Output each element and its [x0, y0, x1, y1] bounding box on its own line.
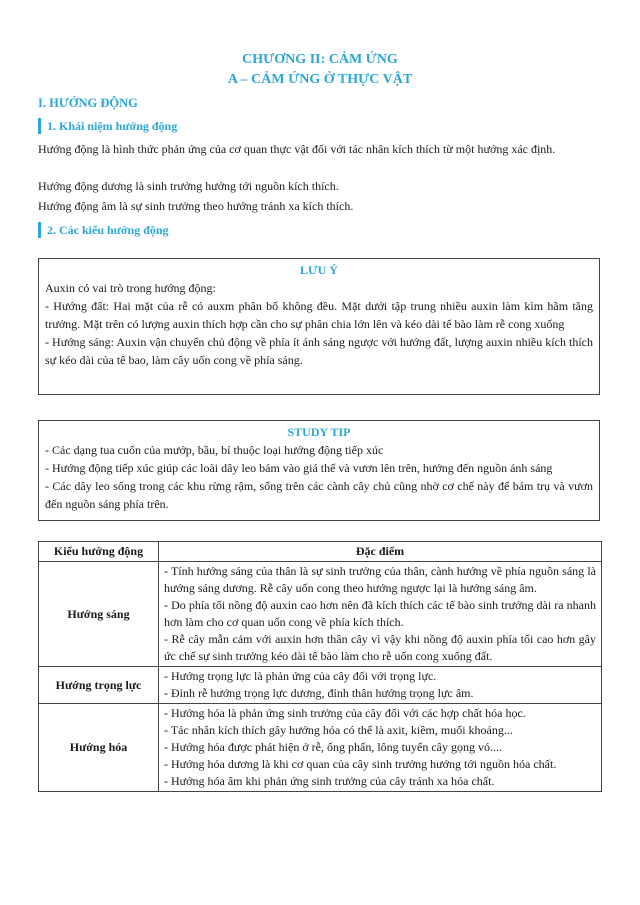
note-line: - Hướng đất: Hai mặt của rễ có auxm phân bố không đều. Mặt dưới tập trung nhiều auxin làm kìm hãm tăng trưởng. Mặt trên có lượng auxin thích hợp cần cho sự phân chia lớn lên và kéo dài tế bào làm rễ cong xuống — [45, 299, 593, 331]
tropism-table — [38, 541, 602, 792]
feature-item: - Hướng hóa được phát hiện ở rễ, ống phấn, lông tuyến cây gọng vó.... — [164, 740, 502, 754]
feature-item: - Hướng hóa dương là khi cơ quan của cây sinh trưởng hướng tới nguồn hóa chất. — [164, 757, 557, 771]
feature-item: - Hướng trọng lực là phản ứng của cây đối với trọng lực. — [164, 669, 437, 683]
header-features: Đặc điểm — [159, 542, 602, 562]
row-type: Hướng trọng lực — [39, 667, 159, 704]
part-title: A – CẢM ỨNG Ở THỰC VẬT — [227, 72, 413, 87]
table-row — [39, 704, 602, 792]
study-tip-line: - Các dây leo sống trong các khu rừng rậm, sống trên các cành cây chủ cũng nhờ cơ chế này để bám trụ và vươn đến nguồn sáng phía trên. — [45, 479, 593, 511]
table-header-row — [39, 542, 602, 562]
study-tip-box — [38, 420, 600, 521]
feature-item: - Do phía tối nồng độ auxin cao hơn nên đã kích thích các tế bào sinh trưởng dài ra nhanh hơn làm cho cơ quan uốn cong về phía kích thích. — [164, 598, 596, 629]
feature-item: - Tác nhân kích thích gây hướng hóa có thể là axit, kiềm, muối khoáng... — [164, 723, 513, 737]
header-type: Kiểu hướng động — [39, 542, 159, 562]
note-title: LƯU Ý — [300, 263, 338, 277]
paragraph-definition: Hướng động là hình thức phản ứng của cơ quan thực vật đối với tác nhân kích thích từ một hướng xác định. — [38, 142, 556, 156]
paragraph-negative: Hướng động âm là sự sinh trưởng theo hướng tránh xa kích thích. — [38, 199, 354, 213]
row-features — [159, 667, 602, 704]
note-box — [38, 258, 600, 395]
study-tip-title: STUDY TIP — [287, 425, 351, 439]
note-line: - Hướng sáng: Auxin vận chuyển chủ động về phía ít ánh sáng ngược với hướng đất, lượng auxin nhiều kích thích sự kéo dài của tế bao, làm cây uốn cong về phía sáng. — [45, 335, 593, 367]
row-features — [159, 562, 602, 667]
subheading-concept: 1. Khái niệm hướng động — [38, 118, 607, 134]
subheading-types: 2. Các kiểu hướng động — [38, 222, 607, 238]
feature-item: - Rễ cây mẫn cảm với auxin hơn thân cây vì vậy khi nồng độ auxin phía tối cao hơn gây ức chế sự sinh trưởng kéo dài tế bào làm cho rễ uốn cong xuống đất. — [164, 632, 596, 663]
section-heading: I. HƯỚNG ĐỘNG — [38, 96, 138, 110]
feature-item: - Đỉnh rễ hướng trọng lực dương, đỉnh thân hướng trọng lực âm. — [164, 686, 474, 700]
paragraph-positive: Hướng động dương là sinh trưởng hướng tới nguồn kích thích. — [38, 179, 339, 193]
study-tip-line: - Hướng động tiếp xúc giúp các loài dây leo bám vào giá thể và vươn lên trên, hướng đến nguồn ánh sáng — [45, 461, 553, 475]
chapter-title: CHƯƠNG II: CẢM ỨNG — [242, 52, 398, 67]
row-type: Hướng sáng — [39, 562, 159, 667]
table-row — [39, 667, 602, 704]
study-tip-line: - Các dạng tua cuốn của mướp, bầu, bí thuộc loại hướng động tiếp xúc — [45, 443, 384, 457]
row-features — [159, 704, 602, 792]
note-line: Auxin có vai trò trong hướng động: — [45, 281, 216, 295]
feature-item: - Tính hướng sáng của thân là sự sinh trưởng của thân, cành hướng về phía nguồn sáng là hướng sáng dương. Rễ cây uốn cong theo hướng ngược lại là hướng sáng âm. — [164, 564, 596, 595]
row-type: Hướng hóa — [39, 704, 159, 792]
table-row — [39, 562, 602, 667]
feature-item: - Hướng hóa âm khi phản ứng sinh trưởng của cây tránh xa hóa chất. — [164, 774, 495, 788]
feature-item: - Hướng hóa là phản ứng sinh trưởng của cây đối với các hợp chất hóa học. — [164, 706, 526, 720]
